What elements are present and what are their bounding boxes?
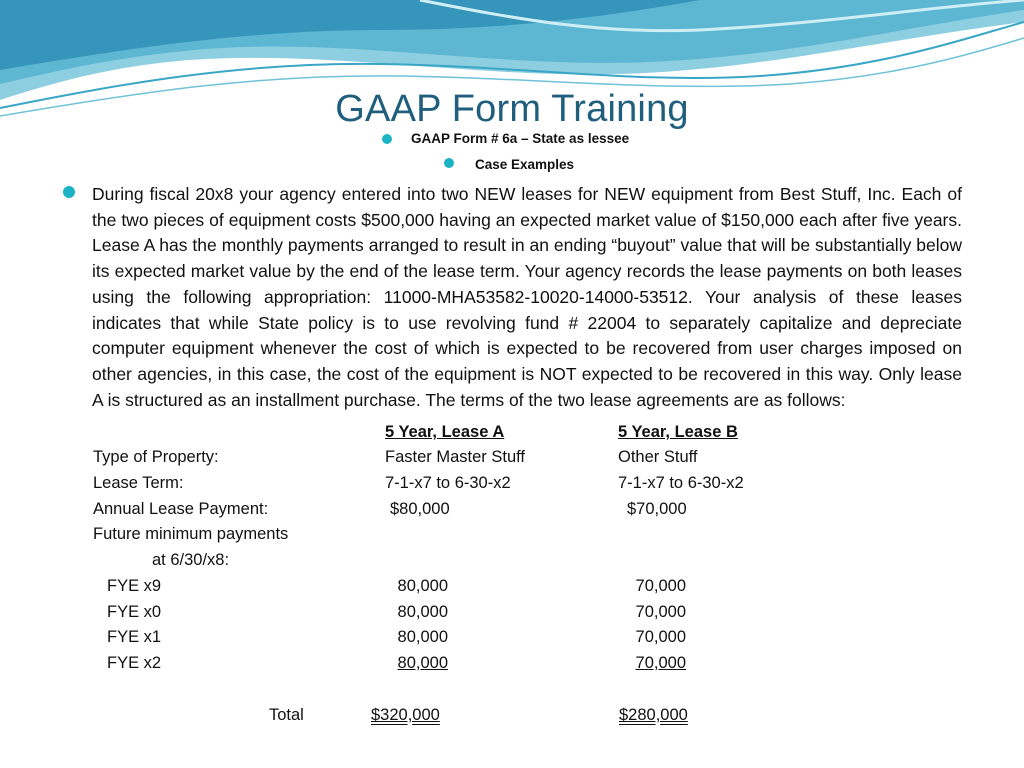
slide-title: GAAP Form Training — [335, 88, 689, 130]
row-label: Annual Lease Payment: — [93, 500, 269, 518]
header-lease-b: 5 Year, Lease B — [618, 423, 738, 441]
subtitle-case-examples: Case Examples — [475, 157, 575, 172]
year-lease-a: 80,000 — [397, 628, 448, 646]
year-lease-a: 80,000 — [397, 577, 448, 595]
year-lease-b: 70,000 — [635, 603, 686, 621]
cell-lease-a: $80,000 — [390, 500, 450, 518]
total-lease-b: $280,000 — [619, 706, 688, 724]
year-label: FYE x1 — [107, 628, 162, 646]
year-lease-b: 70,000 — [635, 654, 686, 672]
subtitle-form: GAAP Form # 6a – State as lessee — [411, 131, 630, 146]
year-lease-b: 70,000 — [635, 577, 686, 595]
total-lease-a: $320,000 — [371, 706, 440, 724]
cell-lease-a: 7-1-x7 to 6-30-x2 — [385, 474, 511, 492]
year-label: FYE x0 — [107, 603, 162, 621]
row-label: Type of Property: — [93, 448, 219, 466]
bullet-icon — [382, 134, 392, 144]
cell-lease-b: 7-1-x7 to 6-30-x2 — [618, 474, 744, 492]
future-payments-label: Future minimum payments — [93, 525, 289, 543]
case-paragraph: During fiscal 20x8 your agency entered into two NEW leases for NEW equipment from Best Stuff, Inc. Each of the two pieces of equipment costs $500,000 having an expected market value of $150,000 each after five years. Lease A has the monthly payments arranged to result in an ending “buyout” value that will be substantially below its expected market value by the end of the lease term. Your agency records the lease payments on both leases using the following appropriation: 11000-MHA53582-10020-14000-53512. Your analysis of these leases indicates that while State policy is to use revolving fund # 22004 to separately capitalize and depreciate computer equipment whenever the cost of which is expected to be recovered from user charges imposed on other agencies, in this case, the cost of the equipment is NOT expected to be recovered in this way. Only lease A is structured as an installment purchase. The terms of the two lease agreements are as follows: — [92, 184, 962, 410]
bullet-icon — [444, 158, 454, 168]
year-lease-a: 80,000 — [397, 603, 448, 621]
header-lease-a: 5 Year, Lease A — [385, 423, 505, 441]
year-label: FYE x2 — [107, 654, 162, 672]
row-label: Lease Term: — [93, 474, 184, 492]
future-payments-date: at 6/30/x8: — [152, 551, 230, 569]
year-lease-a: 80,000 — [397, 654, 448, 672]
year-lease-b: 70,000 — [635, 628, 686, 646]
cell-lease-a: Faster Master Stuff — [385, 448, 525, 466]
cell-lease-b: $70,000 — [627, 500, 687, 518]
bullet-icon — [63, 186, 75, 198]
year-label: FYE x9 — [107, 577, 162, 595]
total-label: Total — [269, 706, 304, 724]
cell-lease-b: Other Stuff — [618, 448, 698, 466]
